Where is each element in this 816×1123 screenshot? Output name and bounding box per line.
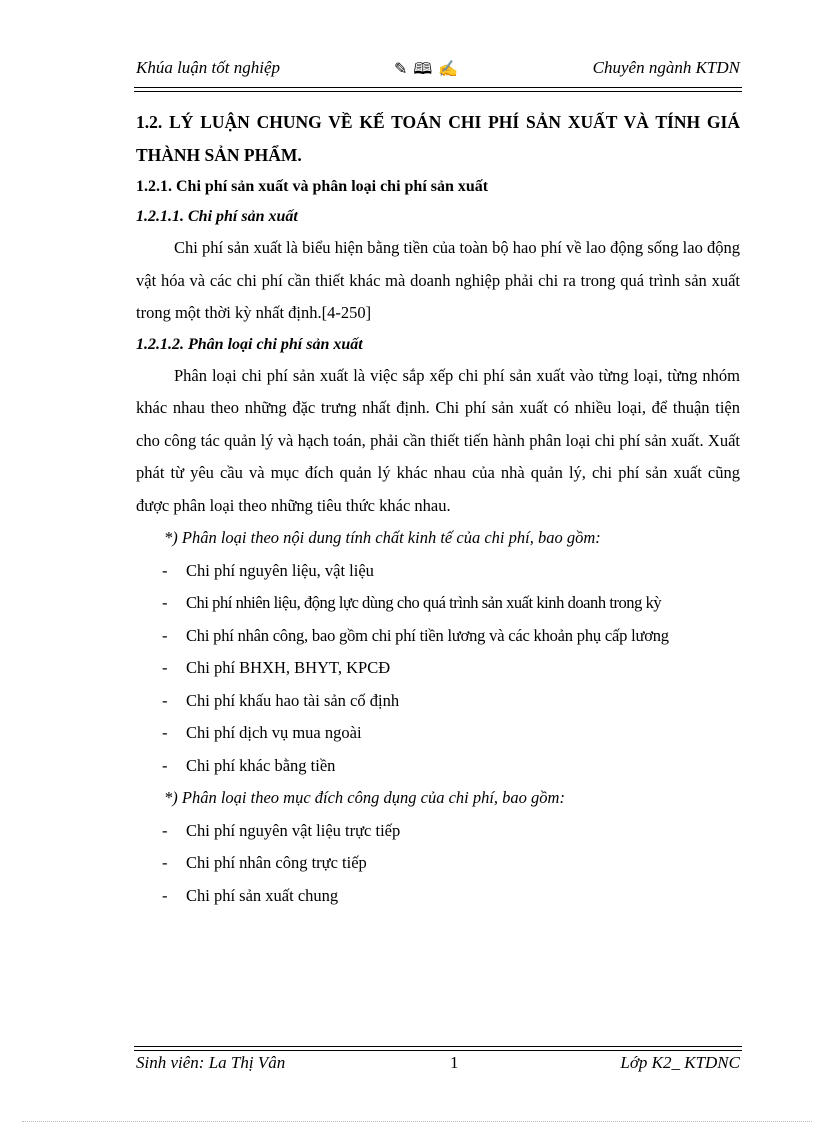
paragraph-definition: Chi phí sản xuất là biểu hiện bằng tiền của toàn bộ hao phí về lao động sống lao động vật hóa và các chi phí cần thiết khác mà doanh nghiệp phải chi ra trong quá trình sản xuất trong một thời kỳ nhất định.[4-250] <box>136 238 740 322</box>
footer-divider <box>134 1046 742 1051</box>
dash-bullet: - <box>162 755 168 775</box>
subsubsection-heading-2: 1.2.1.2. Phân loại chi phí sản xuất <box>136 335 363 353</box>
list-item: - Chi phí sản xuất chung <box>136 880 740 913</box>
dash-bullet: - <box>162 885 168 905</box>
page-header <box>136 58 740 80</box>
list-item: - Chi phí nguyên liệu, vật liệu <box>136 555 740 588</box>
section-title: 1.2. LÝ LUẬN CHUNG VỀ KẾ TOÁN CHI PHÍ SẢN XUẤT VÀ TÍNH GIÁ THÀNH SẢN PHẨM. <box>136 112 740 165</box>
list-item: - Chi phí khấu hao tài sản cố định <box>136 685 740 718</box>
footer-student-name: Sinh viên: La Thị Vân <box>136 1053 286 1072</box>
header-ornament-icon: ✎ 🕮 ✍ <box>394 61 460 78</box>
list-item: - Chi phí nhân công, bao gồm chi phí tiền lương và các khoản phụ cấp lương <box>136 620 740 653</box>
list-economic-nature <box>136 555 740 783</box>
dash-bullet: - <box>162 658 168 677</box>
dash-bullet: - <box>162 690 168 710</box>
subsubsection-heading-1: 1.2.1.1. Chi phí sản xuất <box>136 208 298 225</box>
category-heading-1: *) Phân loại theo nội dung tính chất kinh tế của chi phí, bao gồm: <box>164 528 601 547</box>
subsection-heading: 1.2.1. Chi phí sản xuất và phân loại chi phí sản xuất <box>136 178 489 195</box>
header-right-text: Chuyên ngành KTDN <box>592 58 740 77</box>
page-body <box>136 106 740 912</box>
dash-bullet: - <box>162 853 168 872</box>
footer-class: Lớp K2_ KTDNC <box>620 1053 740 1072</box>
dash-bullet: - <box>162 593 168 612</box>
list-item: - Chi phí dịch vụ mua ngoài <box>136 717 740 750</box>
dash-bullet: - <box>162 560 168 580</box>
category-heading-2: *) Phân loại theo mục đích công dụng của chi phí, bao gồm: <box>164 788 565 807</box>
paragraph-classification: Phân loại chi phí sản xuất là việc sắp xếp chi phí sản xuất vào từng loại, từng nhóm khác nhau theo những đặc trưng nhất định. Chi phí sản xuất có nhiều loại, để thuận tiện cho công tác quản lý và hạch toán, phải cần thiết tiến hành phân loại chi phí sản xuất. Xuất phát từ yêu cầu và mục đích quản lý khác nhau của nhà quản lý, chi phí sản xuất cũng được phân loại theo những tiêu thức khác nhau. <box>136 365 740 515</box>
list-item: - Chi phí nhiên liệu, động lực dùng cho quá trình sản xuất kinh doanh trong kỳ <box>136 587 740 620</box>
header-divider <box>134 87 742 92</box>
page-number: 1 <box>450 1053 459 1072</box>
page-edge-line <box>22 1121 812 1122</box>
page-footer <box>136 1053 740 1075</box>
dash-bullet: - <box>162 625 168 645</box>
dash-bullet: - <box>162 820 168 840</box>
list-item: - Chi phí BHXH, BHYT, KPCĐ <box>136 652 740 685</box>
list-item: - Chi phí nguyên vật liệu trực tiếp <box>136 815 740 848</box>
list-item: - Chi phí khác bằng tiền <box>136 750 740 783</box>
list-purpose <box>136 815 740 913</box>
dash-bullet: - <box>162 723 168 742</box>
header-left-text: Khúa luận tốt nghiệp <box>136 58 281 77</box>
list-item: - Chi phí nhân công trực tiếp <box>136 847 740 880</box>
